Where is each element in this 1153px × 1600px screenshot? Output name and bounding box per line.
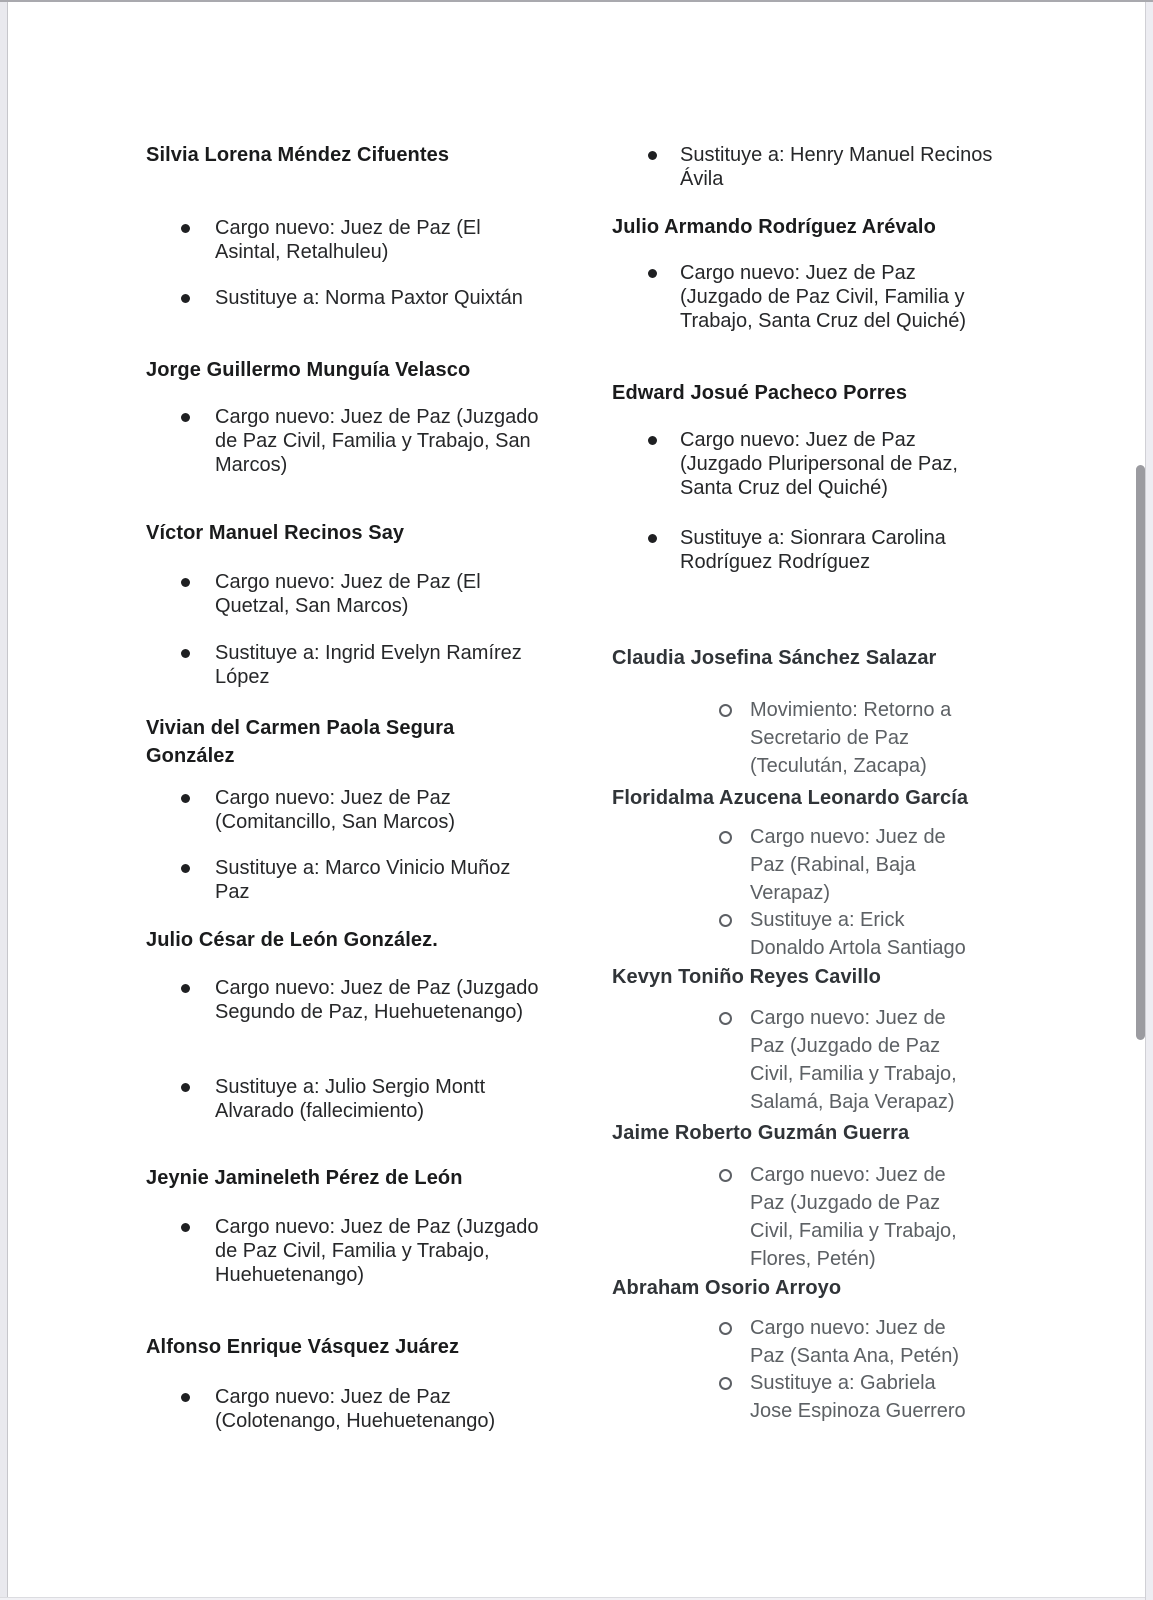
assignment-text: Cargo nuevo: Juez de Paz (El Asintal, Retalhuleu) [215,217,481,263]
assignment-text: Sustituye a: Marco Vinicio Muñoz Paz [215,857,511,903]
person-name-text: Silvia Lorena Méndez Cifuentes [146,144,450,166]
person-name [612,213,1012,241]
person-name-text: Alfonso Enrique Vásquez Juárez [146,1336,460,1358]
person-name [612,644,1012,672]
person-name-text: Kevyn Toniño Reyes Cavillo [612,966,881,988]
person-name [146,519,546,547]
assignment-text: Cargo nuevo: Juez de Paz (Santa Ana, Petén) [750,1317,960,1367]
assignment-item [146,570,545,618]
assignment-item [146,641,545,689]
assignment-text: Cargo nuevo: Juez de Paz (Juzgado de Paz Civil, Familia y Trabajo, Flores, Petén) [750,1164,957,1270]
person-name [146,141,546,169]
viewer-right-margin [1145,2,1153,1600]
assignment-item [612,1004,978,1116]
assignment-text: Cargo nuevo: Juez de Paz (Juzgado de Paz Civil, Familia y Trabajo, San Marcos) [215,406,539,476]
person-name [146,1164,546,1192]
assignment-text: Sustituye a: Sionrara Carolina Rodríguez Rodríguez [680,527,946,573]
assignment-text: Sustituye a: Ingrid Evelyn Ramírez López [215,642,522,688]
assignment-text: Cargo nuevo: Juez de Paz (Juzgado de Paz Civil, Familia y Trabajo, Santa Cruz del Quiché) [680,262,967,332]
disc-bullet-icon [181,1083,190,1092]
person-name-text: Floridalma Azucena Leonardo García [612,787,969,809]
assignment-item [612,696,978,780]
person-name-text: Julio César de León González. [146,929,438,951]
circle-bullet-icon [719,831,732,844]
document-page [8,2,1145,1597]
column-left [146,2,556,1597]
disc-bullet-icon [181,794,190,803]
person-name [612,1119,1012,1147]
assignment-item [146,786,545,834]
person-name [146,356,546,384]
scrollbar-thumb[interactable] [1136,465,1145,1040]
person-name [612,784,1012,812]
assignment-text: Cargo nuevo: Juez de Paz (Comitancillo, San Marcos) [215,787,456,833]
assignment-text: Sustituye a: Julio Sergio Montt Alvarado (fallecimiento) [215,1076,486,1122]
disc-bullet-icon [181,1393,190,1402]
disc-bullet-icon [648,436,657,445]
assignment-text: Cargo nuevo: Juez de Paz (Juzgado de Paz Civil, Familia y Trabajo, Salamá, Baja Verapaz) [750,1007,957,1113]
person-name-text: Abraham Osorio Arroyo [612,1277,842,1299]
circle-bullet-icon [719,1322,732,1335]
assignment-text: Sustituye a: Henry Manuel Recinos Ávila [680,144,993,190]
circle-bullet-icon [719,1377,732,1390]
circle-bullet-icon [719,704,732,717]
assignment-item [146,1215,545,1287]
circle-bullet-icon [719,1169,732,1182]
assignment-text: Cargo nuevo: Juez de Paz (El Quetzal, San Marcos) [215,571,481,617]
person-name-text: Julio Armando Rodríguez Arévalo [612,216,936,238]
disc-bullet-icon [181,984,190,993]
viewer-left-margin [0,2,8,1600]
viewer-top-border [0,0,1153,2]
assignment-item [612,906,978,962]
disc-bullet-icon [648,151,657,160]
assignment-text: Sustituye a: Erick Donaldo Artola Santiago [750,909,966,959]
assignment-text: Cargo nuevo: Juez de Paz (Juzgado de Paz Civil, Familia y Trabajo, Huehuetenango) [215,1216,539,1286]
person-name [612,1274,1012,1302]
disc-bullet-icon [181,1223,190,1232]
person-name [612,379,1012,407]
assignment-item [146,405,545,477]
person-name [146,1333,546,1361]
column-right [612,2,1042,1597]
disc-bullet-icon [181,578,190,587]
assignment-item [612,1369,978,1425]
person-name-text: Claudia Josefina Sánchez Salazar [612,647,937,669]
assignment-text: Movimiento: Retorno a Secretario de Paz (Teculután, Zacapa) [750,699,952,777]
disc-bullet-icon [648,534,657,543]
circle-bullet-icon [719,914,732,927]
person-name [146,714,546,770]
assignment-item [612,1161,978,1273]
assignment-text: Cargo nuevo: Juez de Paz (Colotenango, Huehuetenango) [215,1386,496,1432]
assignment-text: Sustituye a: Gabriela Jose Espinoza Guerrero [750,1372,966,1422]
person-name-text: Vivian del Carmen Paola Segura González [146,717,455,767]
person-name-text: Víctor Manuel Recinos Say [146,522,405,544]
person-name-text: Edward Josué Pacheco Porres [612,382,908,404]
assignment-item [146,1385,545,1433]
assignment-item [612,143,998,191]
disc-bullet-icon [181,864,190,873]
disc-bullet-icon [648,269,657,278]
assignment-item [612,526,998,574]
assignment-item [612,823,978,907]
assignment-item [612,428,998,500]
disc-bullet-icon [181,649,190,658]
assignment-text: Sustituye a: Norma Paxtor Quixtán [215,287,523,309]
disc-bullet-icon [181,224,190,233]
assignment-text: Cargo nuevo: Juez de Paz (Rabinal, Baja Verapaz) [750,826,946,904]
circle-bullet-icon [719,1012,732,1025]
person-name-text: Jeynie Jamineleth Pérez de León [146,1167,463,1189]
assignment-item [146,1075,545,1123]
person-name [146,926,546,954]
person-name-text: Jaime Roberto Guzmán Guerra [612,1122,910,1144]
disc-bullet-icon [181,294,190,303]
person-name-text: Jorge Guillermo Munguía Velasco [146,359,471,381]
assignment-item [146,286,545,310]
assignment-item [146,856,545,904]
assignment-text: Cargo nuevo: Juez de Paz (Juzgado Segundo de Paz, Huehuetenango) [215,977,539,1023]
assignment-item [612,261,998,333]
assignment-item [146,216,545,264]
assignment-item [612,1314,978,1370]
person-name [612,963,1012,991]
disc-bullet-icon [181,413,190,422]
assignment-item [146,976,545,1024]
assignment-text: Cargo nuevo: Juez de Paz (Juzgado Pluripersonal de Paz, Santa Cruz del Quiché) [680,429,958,499]
